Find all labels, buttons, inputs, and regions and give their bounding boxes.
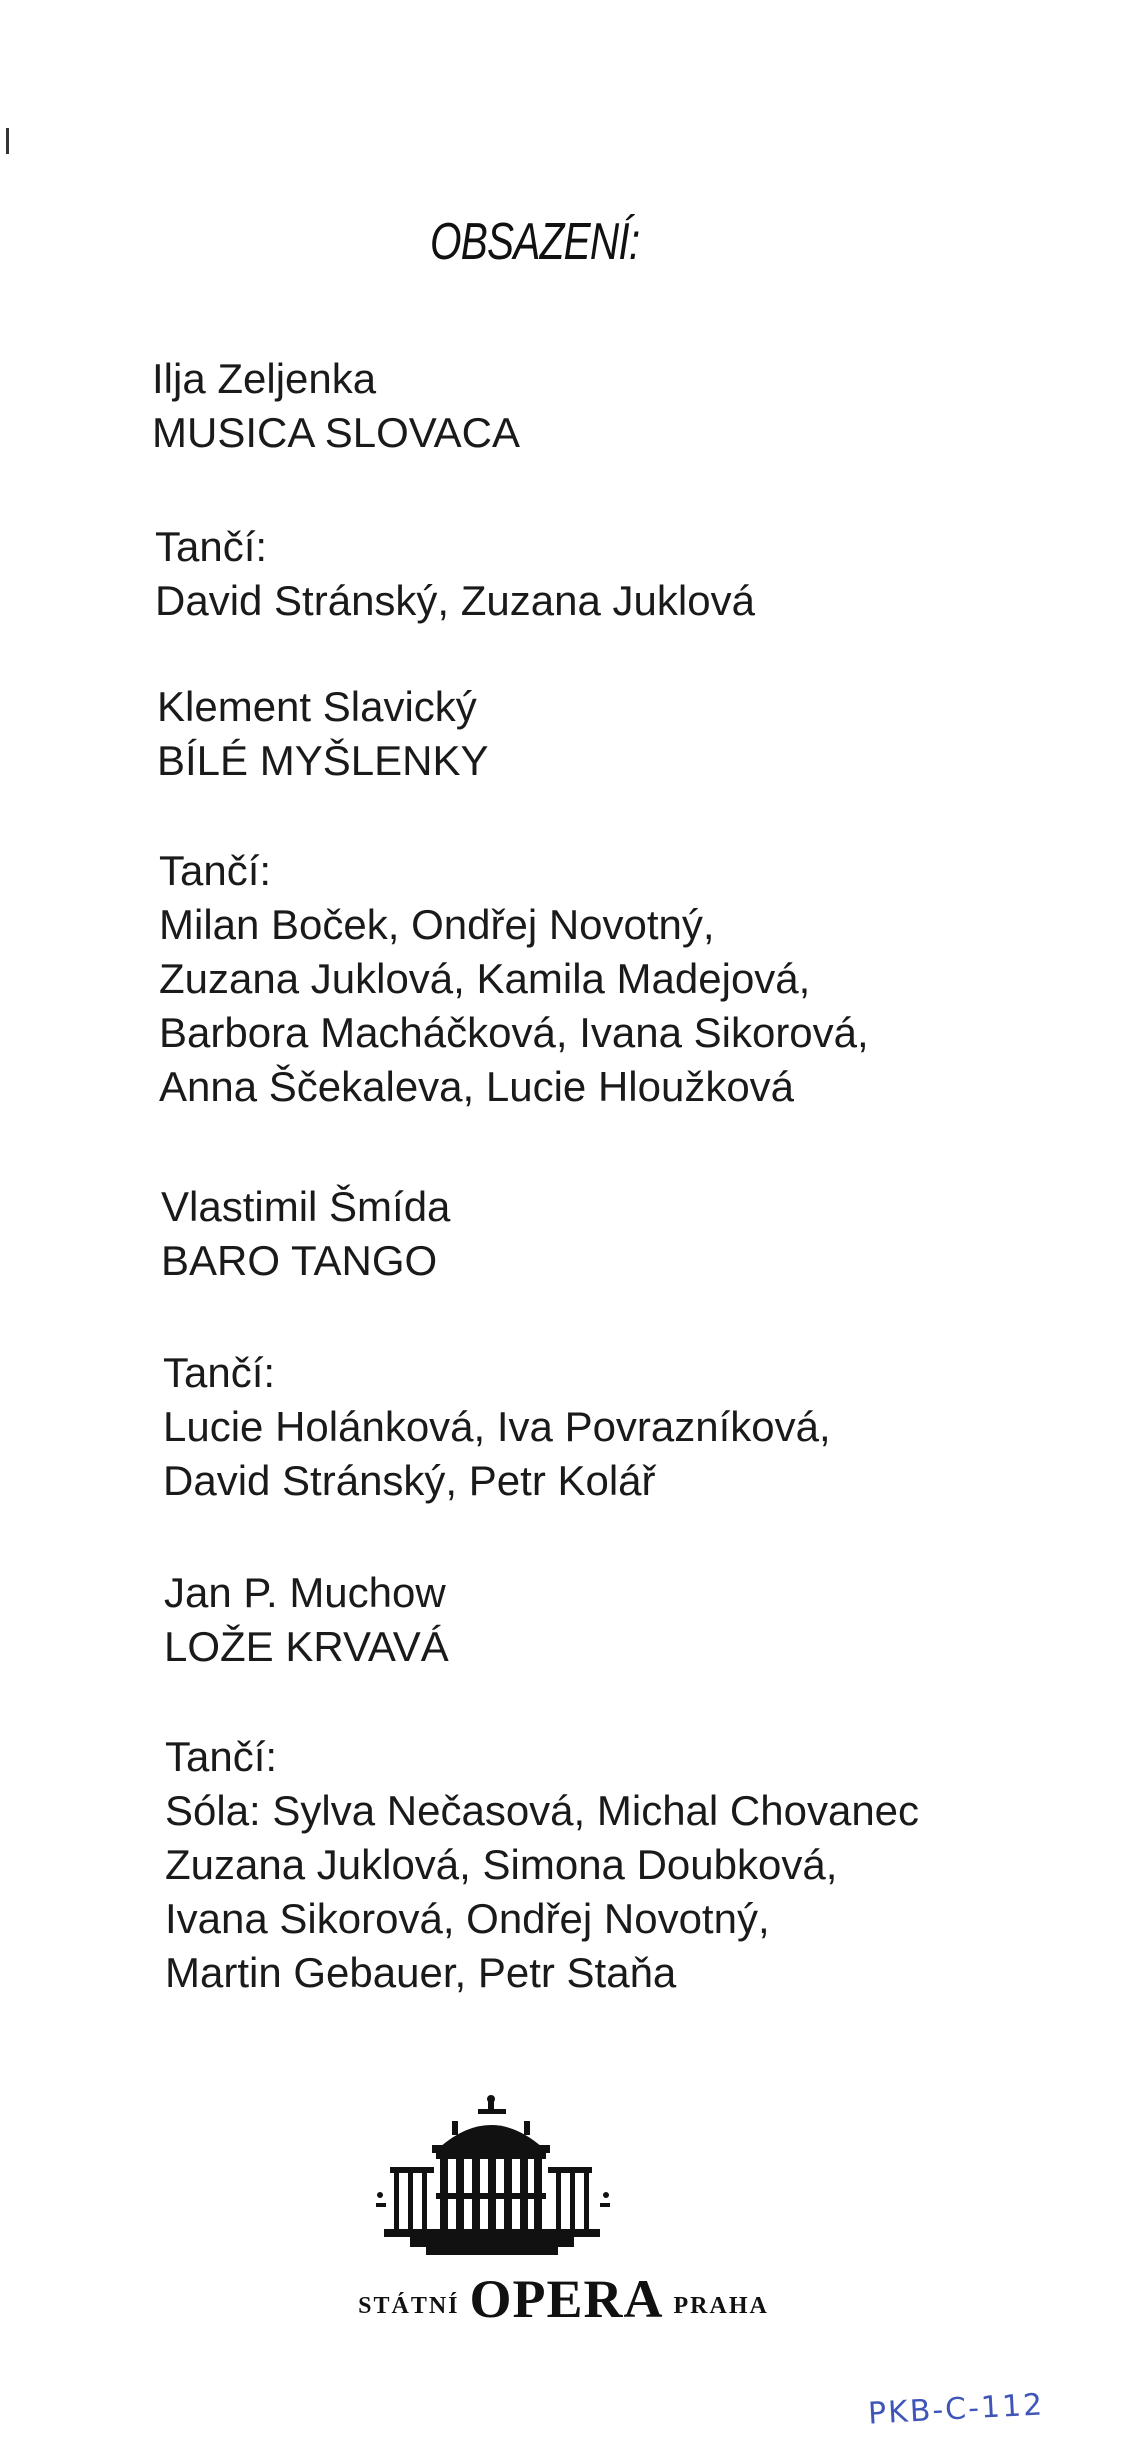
dancer-line: Milan Boček, Ondřej Novotný, [159,901,715,948]
work-title: BARO TANGO [161,1237,438,1284]
dancer-line: Barbora Macháčková, Ivana Sikorová, [159,1009,869,1056]
logo-word-praha: PRAHA [673,2293,769,2319]
archive-handwritten-mark: PKB-C-112 [867,2387,1045,2432]
opera-house-icon [370,2095,620,2260]
section-2-dancers [159,844,869,1114]
dancer-line: Sóla: Sylva Nečasová, Michal Chovanec [165,1787,920,1834]
work-title: LOŽE KRVAVÁ [164,1623,449,1670]
opera-logo-text [0,2268,1127,2330]
scan-mark [6,128,9,154]
logo-word-opera: OPERA [469,2269,664,2329]
dancer-line: Ivana Sikorová, Ondřej Novotný, [165,1895,770,1942]
dancer-line: Lucie Holánková, Iva Povrazníková, [163,1403,831,1450]
logo-word-statni: STÁTNÍ [358,2293,460,2319]
dancer-line: Zuzana Juklová, Simona Doubková, [165,1841,838,1888]
composer-name: Klement Slavický [157,683,477,730]
dancer-line: Martin Gebauer, Petr Staňa [165,1949,677,1996]
composer-name: Vlastimil Šmída [161,1183,451,1230]
composer-name: Ilja Zeljenka [152,355,377,402]
dancer-line: Anna Ščekaleva, Lucie Hloužková [159,1063,795,1110]
dancers-label: Tančí: [165,1733,278,1780]
work-title: BÍLÉ MYŠLENKY [157,737,489,784]
section-4-dancers [165,1730,919,2000]
section-3-header [161,1180,450,1288]
section-3-dancers [163,1346,831,1508]
composer-name: Jan P. Muchow [164,1569,446,1616]
section-4-header [164,1566,449,1674]
dancers-label: Tančí: [159,847,272,894]
page-title: OBSAZENÍ: [430,213,640,271]
section-1-dancers [155,520,755,628]
dancers-label: Tančí: [163,1349,276,1396]
section-1-header [152,352,520,460]
dancer-line: Zuzana Juklová, Kamila Madejová, [159,955,811,1002]
dancer-line: David Stránský, Petr Kolář [163,1457,656,1504]
work-title: MUSICA SLOVACA [152,409,520,456]
dancers-label: Tančí: [155,523,268,570]
dancer-line: David Stránský, Zuzana Juklová [155,577,755,624]
section-2-header [157,680,488,788]
